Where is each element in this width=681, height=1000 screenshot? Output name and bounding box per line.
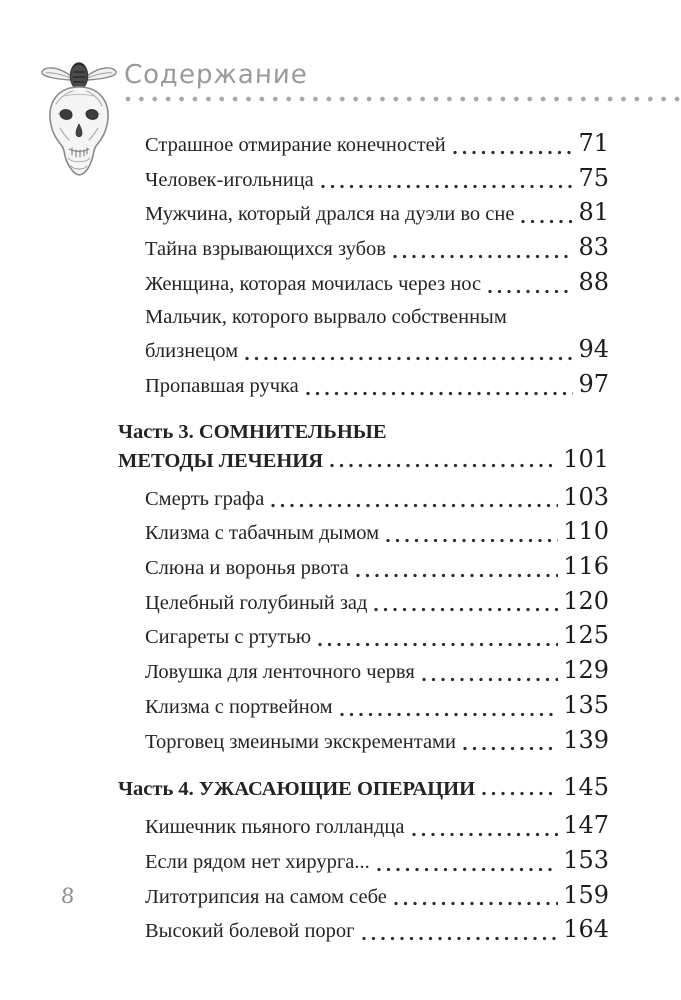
- toc-entry: [118, 654, 609, 689]
- toc-entry: [118, 844, 609, 879]
- toc-entry: [118, 301, 609, 368]
- toc-page-number: 147: [563, 811, 609, 840]
- toc-page-number: 159: [563, 880, 609, 909]
- toc-row: [118, 774, 609, 803]
- toc-page-number: 145: [563, 773, 609, 802]
- toc-page-number: 164: [563, 915, 609, 944]
- dot-leader: [394, 901, 558, 906]
- toc-entry: [118, 585, 609, 620]
- toc-entry: [118, 724, 609, 759]
- toc-page-number: 94: [578, 335, 609, 364]
- toc-entry: [118, 619, 609, 654]
- toc-row: [118, 585, 609, 620]
- dot-leader: [330, 463, 558, 468]
- dot-leader: [482, 791, 558, 796]
- toc-page-number: 101: [563, 444, 609, 473]
- toc-page-number: 129: [563, 656, 609, 685]
- toc-row: [118, 231, 609, 266]
- toc-row: [118, 446, 609, 475]
- dot-leader: [453, 150, 574, 155]
- page-title: Содержание: [123, 60, 309, 90]
- toc-entry: [118, 913, 609, 948]
- toc-row: [118, 913, 609, 948]
- dot-leader: [340, 712, 559, 717]
- toc-row: [118, 515, 609, 550]
- dot-leader: [412, 832, 559, 837]
- toc-row: [118, 333, 609, 368]
- toc-row: [118, 368, 609, 403]
- toc-title: Страшное отмирание конечностей: [145, 134, 446, 156]
- toc-title: Высокий болевой порог: [145, 920, 355, 943]
- toc-title: Литотрипсия на самом себе: [145, 885, 387, 908]
- dot-leader: [386, 538, 558, 543]
- dot-leader: [318, 642, 558, 647]
- dot-leader: [362, 936, 559, 941]
- toc-page-number: 83: [578, 233, 609, 262]
- toc-page-number: 71: [578, 129, 609, 157]
- toc-title: Человек-игольница: [145, 168, 314, 191]
- toc-page-number: 153: [563, 845, 609, 874]
- header-dotted-divider: [124, 95, 681, 103]
- toc-title: Ловушка для ленточного червя: [145, 661, 415, 684]
- toc-title: близнецом: [145, 340, 239, 363]
- toc-page-number: 120: [563, 586, 609, 615]
- toc-row: [118, 689, 609, 724]
- toc-entry: [118, 266, 609, 301]
- toc-entry: [118, 162, 609, 197]
- dot-leader: [374, 607, 558, 612]
- skull-with-fly-icon: [38, 54, 120, 184]
- toc-page-number: 103: [563, 482, 609, 511]
- toc-title: Мужчина, который дрался на дуэли во сне: [145, 203, 515, 226]
- toc-row: [118, 550, 609, 585]
- toc-row: [118, 266, 609, 301]
- toc-row: [118, 844, 609, 879]
- toc-row: [118, 654, 609, 689]
- toc-title: Торговец змеиными экскрементами: [145, 730, 456, 753]
- toc-entry: [118, 231, 609, 266]
- toc-page-number: 81: [578, 198, 609, 227]
- toc-entry: [118, 481, 609, 516]
- toc-entry: [118, 879, 609, 914]
- toc-title: Кишечник пьяного голландца: [145, 816, 405, 839]
- toc-entry: [118, 809, 609, 844]
- toc-row: [118, 619, 609, 654]
- dot-leader: [488, 289, 573, 294]
- toc-title: Целебный голубиный зад: [145, 591, 368, 614]
- toc-entry: [118, 368, 609, 403]
- toc-row: [118, 301, 609, 334]
- dot-leader: [463, 746, 558, 751]
- toc-title: Пропавшая ручка: [145, 374, 299, 397]
- toc-row: [118, 127, 609, 162]
- toc-title: Сигареты с ртутью: [145, 626, 312, 649]
- dot-leader: [306, 391, 574, 396]
- toc-title: Слюна и воронья рвота: [145, 557, 349, 580]
- dot-leader: [393, 254, 573, 259]
- toc-page-number: 135: [563, 690, 609, 719]
- toc-title: Смерть графа: [145, 487, 265, 510]
- toc-row: [118, 724, 609, 759]
- toc-page-number: 125: [563, 621, 609, 650]
- toc-row: [118, 809, 609, 844]
- toc-row: [118, 196, 609, 231]
- toc-page-number: 139: [563, 725, 609, 754]
- folio-page-number: 8: [60, 884, 76, 908]
- toc-title: Часть 3. СОМНИТЕЛЬНЫЕ: [118, 420, 387, 443]
- dot-leader: [321, 184, 574, 189]
- toc-title: Клизма с портвейном: [145, 695, 333, 718]
- toc-row: [118, 879, 609, 914]
- toc-title: Часть 4. УЖАСАЮЩИЕ ОПЕРАЦИИ: [118, 778, 476, 801]
- dot-leader: [377, 867, 558, 872]
- dot-leader: [356, 573, 558, 578]
- toc-page-number: 88: [578, 267, 609, 296]
- toc-page-number: 97: [578, 369, 609, 398]
- toc-entry: [118, 550, 609, 585]
- toc-title: Тайна взрывающихся зубов: [145, 238, 386, 261]
- toc-section: [118, 419, 609, 475]
- toc-row: [118, 162, 609, 197]
- dot-leader: [245, 356, 573, 361]
- dot-leader: [422, 677, 558, 682]
- toc-entry: [118, 689, 609, 724]
- toc-page-number: 110: [563, 517, 609, 546]
- toc-row: [118, 481, 609, 516]
- toc-title: МЕТОДЫ ЛЕЧЕНИЯ: [118, 449, 324, 472]
- toc-entry: [118, 127, 609, 162]
- toc-title: Если рядом нет хирурга...: [145, 850, 370, 873]
- toc-title: Мальчик, которого вырвало собственным: [145, 305, 507, 328]
- toc-page-number: 116: [563, 552, 609, 581]
- toc-row: [118, 419, 609, 446]
- dot-leader: [521, 219, 573, 224]
- toc-entry: [118, 515, 609, 550]
- dot-leader: [271, 503, 558, 508]
- toc-title: Клизма с табачным дымом: [145, 522, 380, 545]
- toc-entry: [118, 196, 609, 231]
- toc-section: [118, 774, 609, 803]
- toc-list: [118, 127, 609, 948]
- toc-title: Женщина, которая мочилась через нос: [145, 272, 482, 295]
- toc-page-number: 75: [578, 163, 609, 192]
